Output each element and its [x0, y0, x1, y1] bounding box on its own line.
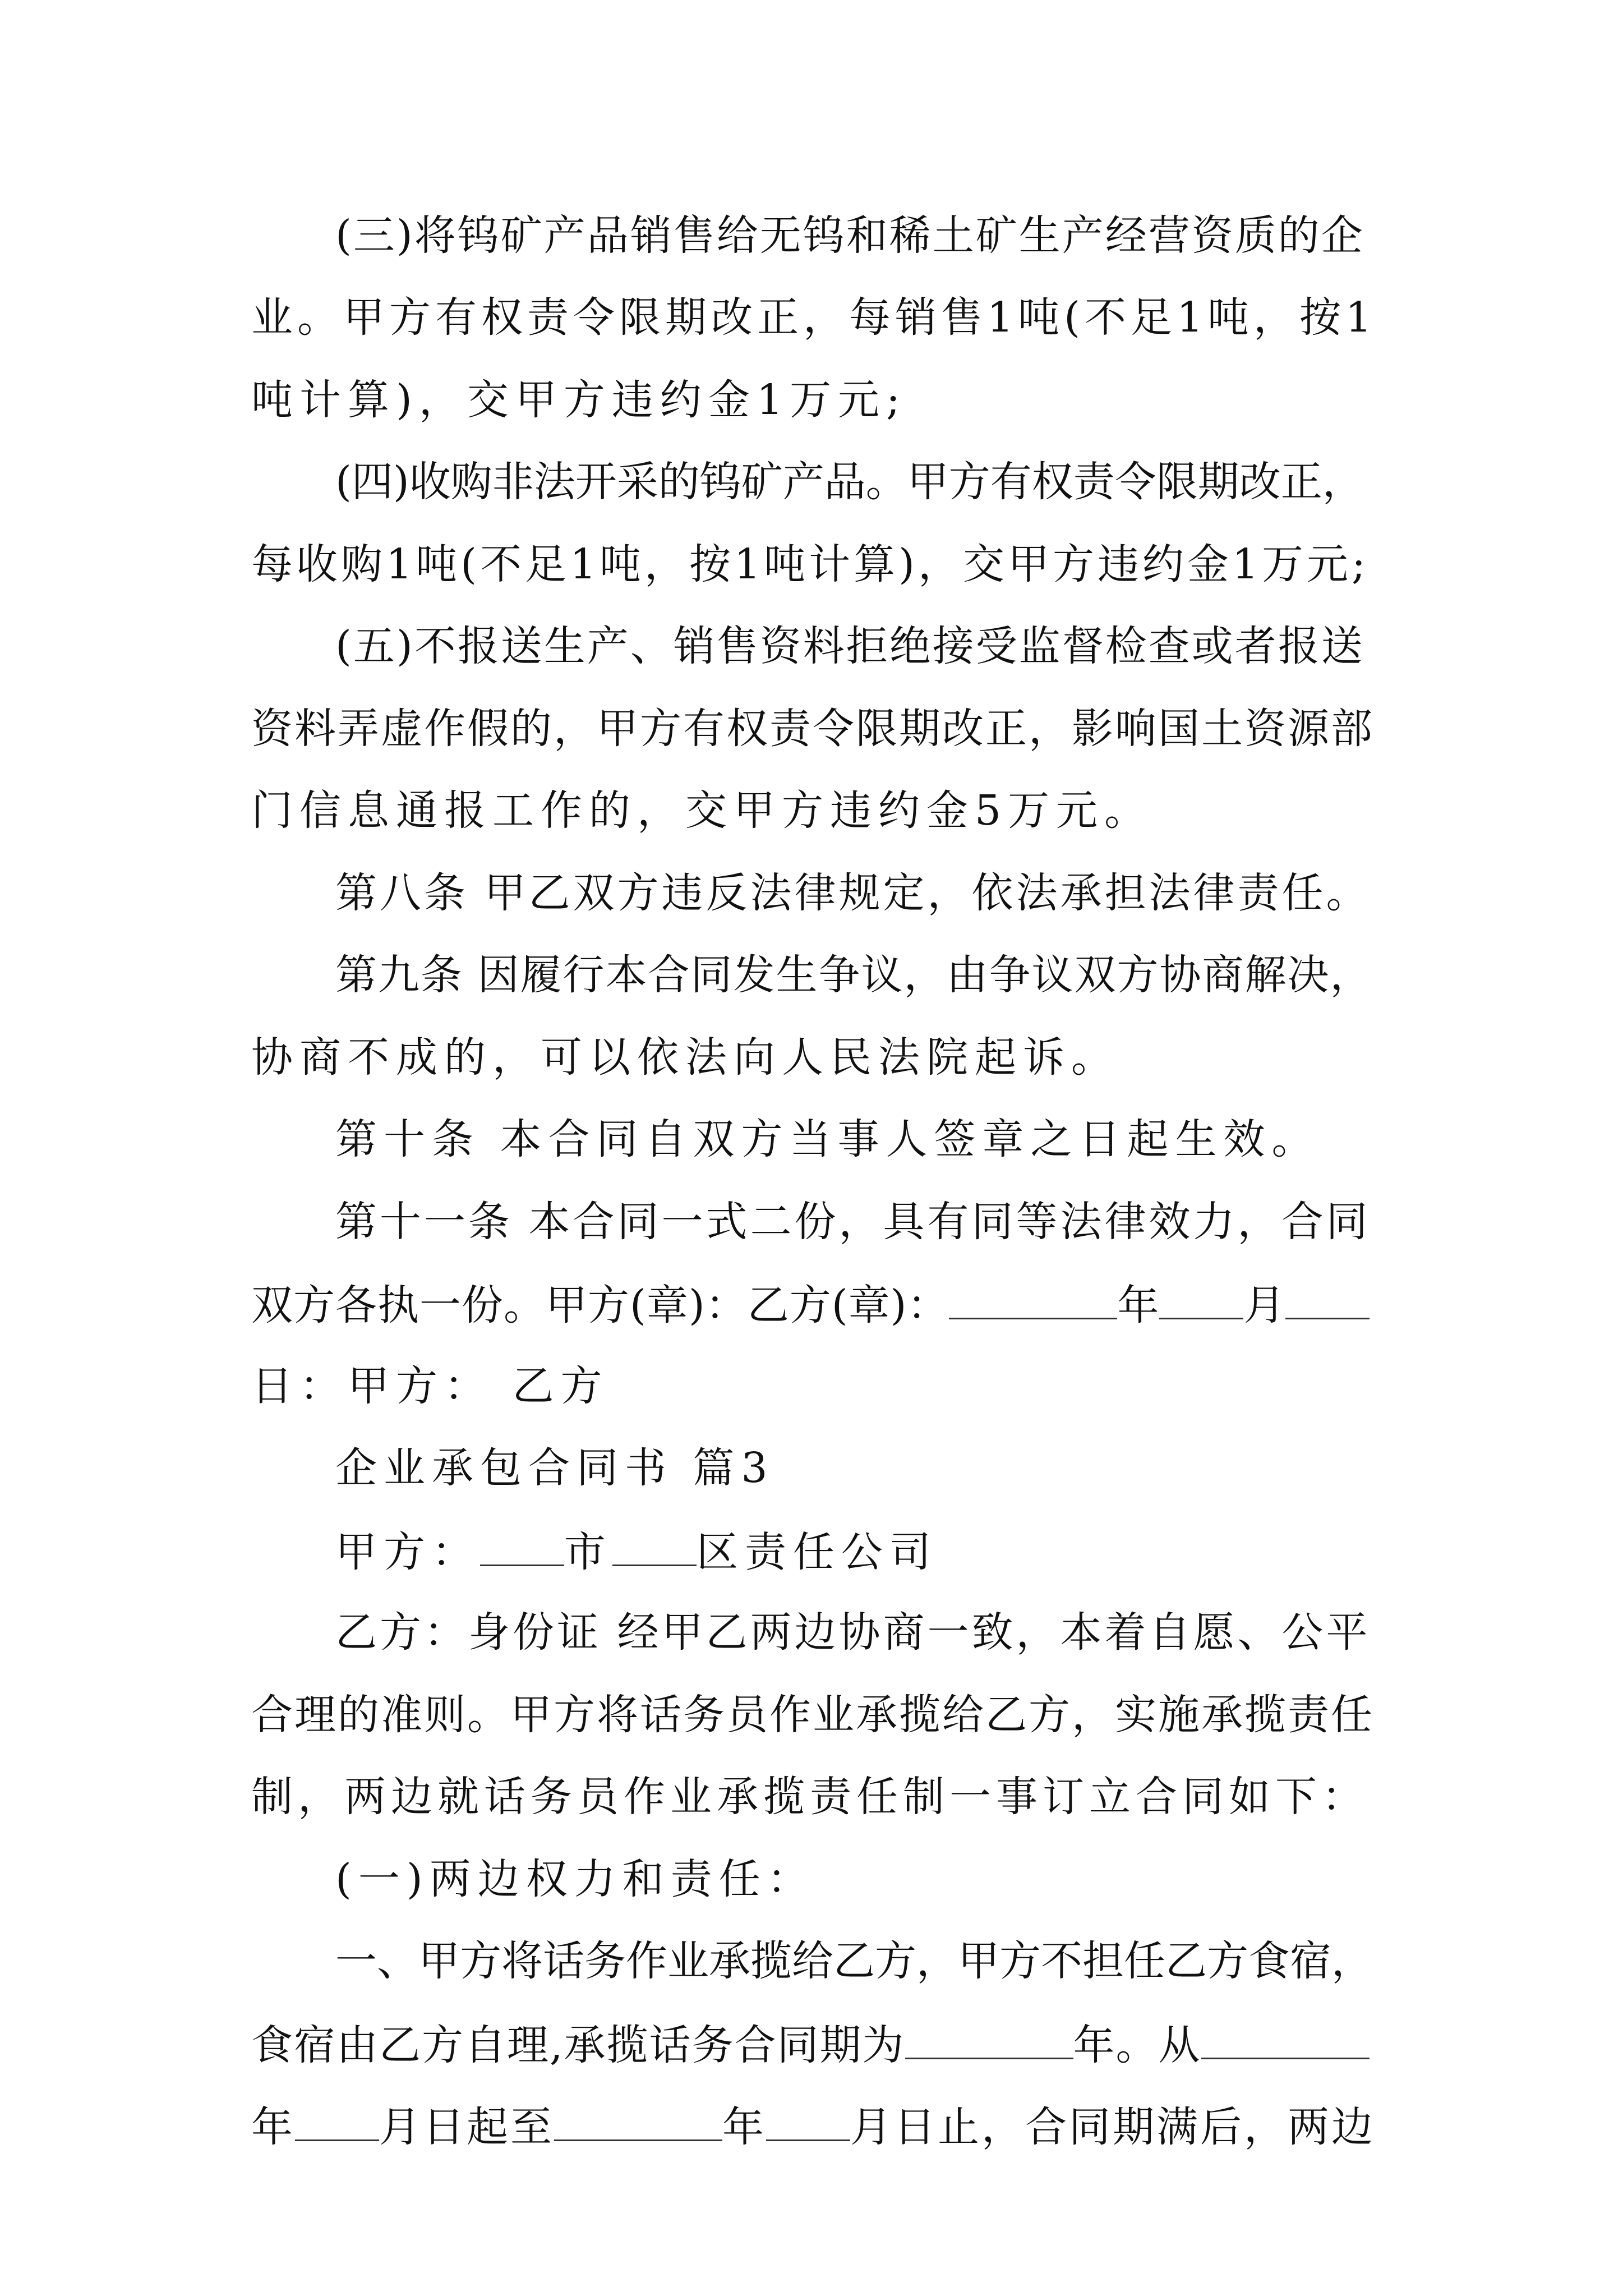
- text-line: 第八条 甲乙双方违反法律规定，依法承担法律责任。: [335, 869, 1371, 917]
- text-line: 合理的准则。甲方将话务员作业承揽给乙方，实施承揽责任: [251, 1691, 1374, 1739]
- fill-in-blank: [766, 2105, 850, 2141]
- text-line: 乙方：身份证 经甲乙两边协商一致，本着自愿、公平: [335, 1608, 1371, 1657]
- fill-in-blank: [480, 1530, 564, 1566]
- text-line: 每收购1吨(不足1吨，按1吨计算)，交甲方违约金1万元;: [251, 540, 1369, 588]
- text-line: 门信息通报工作的，交甲方违约金5万元。: [251, 786, 1153, 835]
- fill-in-blank: [1159, 1283, 1243, 1319]
- fill-in-blank: [1285, 1283, 1370, 1319]
- text-line: (一)两边权力和责任：: [335, 1855, 815, 1903]
- fill-in-blank: [295, 2105, 379, 2141]
- section-heading: 企业承包合同书 篇3: [335, 1444, 774, 1492]
- text-line: 吨计算)，交甲方违约金1万元;: [251, 376, 907, 424]
- text-line: 第九条 因履行本合同发生争议，由争议双方协商解决，: [335, 951, 1373, 999]
- text-line: 第十一条 本合同一式二份，具有同等法律效力，合同: [335, 1198, 1371, 1246]
- text-line: 食宿由乙方自理,承揽话务合同期为 年。从: [251, 2023, 1370, 2066]
- text-line: 甲方： 市 区责任公司: [335, 1528, 938, 1576]
- fill-in-blank: [905, 2023, 1073, 2059]
- text-line: 第十条 本合同自双方当事人签章之日起生效。: [335, 1115, 1320, 1163]
- text-line: 制，两边就话务员作业承揽责任制一事订立合同如下：: [251, 1773, 1368, 1821]
- fill-in-blank: [1201, 2023, 1370, 2059]
- text-line: 双方各执一份。甲方(章)：乙方(章)： 年 月: [251, 1283, 1370, 1326]
- text-line: (三)将钨矿产品销售给无钨和稀土矿生产经营资质的企: [335, 211, 1364, 260]
- text-line: (五)不报送生产、销售资料拒绝接受监督检查或者报送: [335, 622, 1364, 670]
- text-line: 资料弄虚作假的，甲方有权责令限期改正，影响国土资源部: [251, 705, 1374, 753]
- text-line: 年 月日起至 年 月日止，合同期满后，两边: [251, 2103, 1375, 2151]
- text-line: 一、甲方将话务作业承揽给乙方，甲方不担任乙方食宿，: [335, 1937, 1373, 1985]
- text-line: 业。甲方有权责令限期改正，每销售1吨(不足1吨，按1: [251, 293, 1377, 342]
- text-line: 协商不成的，可以依法向人民法院起诉。: [251, 1033, 1119, 1082]
- fill-in-blank: [554, 2105, 722, 2141]
- text-line: (四)收购非法开采的钨矿产品。甲方有权责令限期改正，: [335, 458, 1364, 506]
- text-line: 日：甲方： 乙方: [251, 1362, 609, 1410]
- fill-in-blank: [949, 1283, 1117, 1319]
- fill-in-blank: [612, 1530, 697, 1566]
